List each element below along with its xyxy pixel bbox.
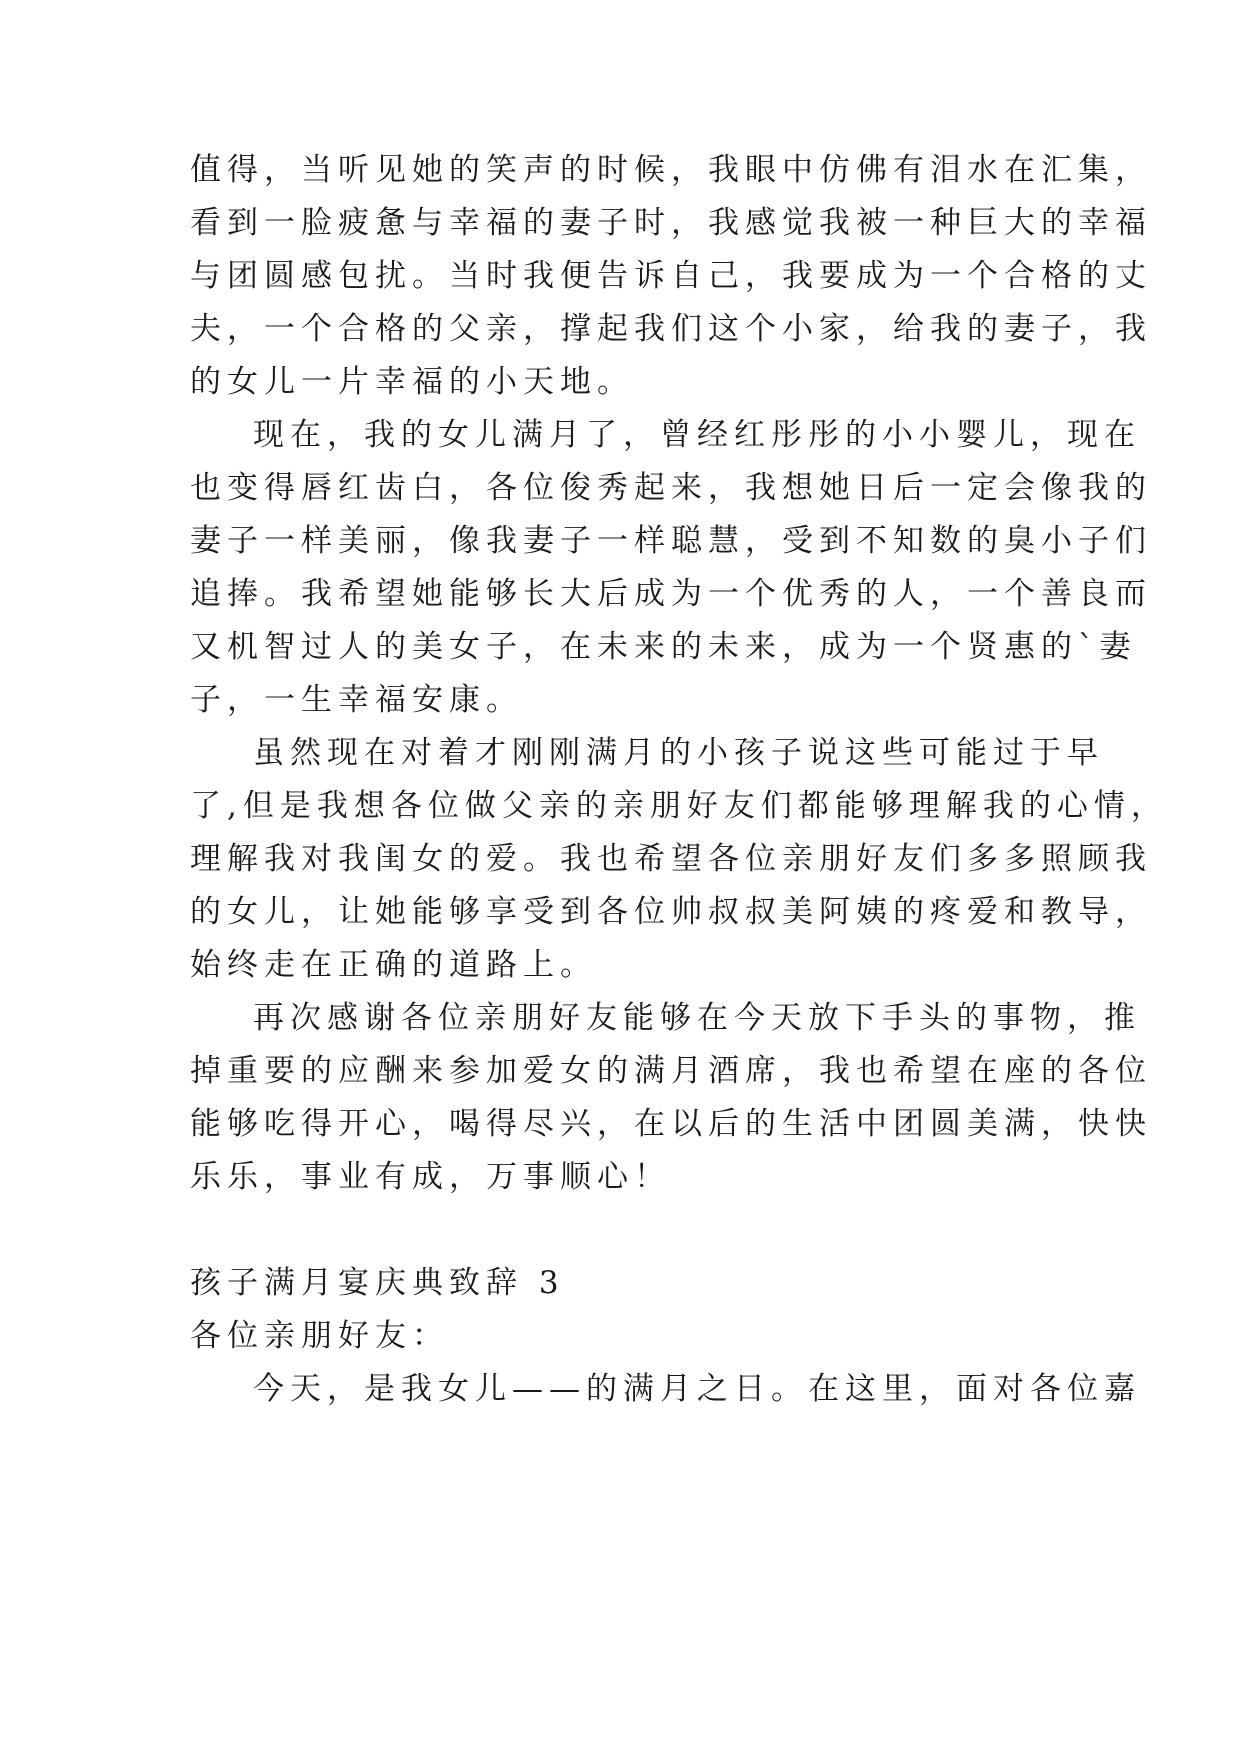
text-line: 也变得唇红齿白，各位俊秀起来，我想她日后一定会像我的 <box>190 470 1152 506</box>
text-line: 追捧。我希望她能够长大后成为一个优秀的人，一个善良而 <box>190 576 1152 612</box>
text-line: 与团圆感包扰。当时我便告诉自己，我要成为一个合格的丈 <box>190 258 1152 294</box>
text-line: 掉重要的应酬来参加爱女的满月酒席，我也希望在座的各位 <box>190 1053 1152 1089</box>
text-line: 虽然现在对着才刚刚满月的小孩子说这些可能过于早 <box>253 735 1104 771</box>
text-line: 的女儿，让她能够享受到各位帅叔叔美阿姨的疼爱和教导， <box>190 894 1152 930</box>
text-line: 子，一生幸福安康。 <box>190 682 523 718</box>
text-line: 又机智过人的美女子，在未来的未来，成为一个贤惠的`妻 <box>190 629 1137 665</box>
section-title: 孩子满月宴庆典致辞 3 <box>190 1265 565 1301</box>
text-line: 能够吃得开心，喝得尽兴，在以后的生活中团圆美满，快快 <box>190 1106 1152 1142</box>
text-line: 看到一脸疲惫与幸福的妻子时，我感觉我被一种巨大的幸福 <box>190 205 1152 241</box>
text-line: 今天，是我女儿——的满月之日。在这里，面对各位嘉 <box>253 1371 1141 1407</box>
text-line: 值得，当听见她的笑声的时候，我眼中仿佛有泪水在汇集， <box>190 152 1152 188</box>
text-line: 了,但是我想各位做父亲的亲朋好友们都能够理解我的心情， <box>190 788 1168 824</box>
text-line: 妻子一样美丽，像我妻子一样聪慧，受到不知数的臭小子们 <box>190 523 1152 559</box>
text-line: 乐乐，事业有成，万事顺心！ <box>190 1159 671 1195</box>
text-line: 再次感谢各位亲朋好友能够在今天放下手头的事物，推 <box>253 1000 1141 1036</box>
text-line: 现在，我的女儿满月了，曾经红彤彤的小小婴儿，现在 <box>253 417 1141 453</box>
text-line: 夫，一个合格的父亲，撑起我们这个小家，给我的妻子，我 <box>190 311 1152 347</box>
text-line: 的女儿一片幸福的小天地。 <box>190 364 634 400</box>
text-line: 理解我对我闺女的爱。我也希望各位亲朋好友们多多照顾我 <box>190 841 1152 877</box>
greeting-line: 各位亲朋好友： <box>190 1318 449 1354</box>
text-line: 始终走在正确的道路上。 <box>190 947 597 983</box>
